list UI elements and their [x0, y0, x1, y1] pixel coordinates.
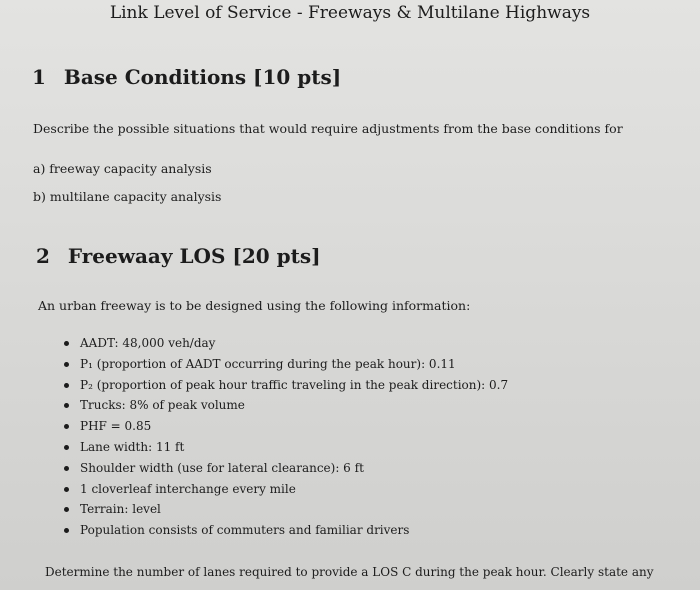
- section-2-number: 2: [36, 244, 50, 268]
- document-title: Link Level of Service - Freeways & Multilane Highways: [109, 3, 591, 23]
- section-2-heading: [36, 243, 321, 269]
- list-item: P₁ (proportion of AADT occurring during the peak hour): 0.11: [64, 354, 508, 375]
- section-1-number: 1: [32, 65, 46, 89]
- list-item: PHF = 0.85: [64, 416, 508, 437]
- section-2-title: Freewaay LOS [20 pts]: [67, 244, 321, 268]
- bullet-icon: [64, 487, 69, 492]
- list-item: Lane width: 11 ft: [64, 437, 508, 458]
- list-item: Trucks: 8% of peak volume: [64, 395, 508, 416]
- list-item: Shoulder width (use for lateral clearance): 6 ft: [64, 458, 508, 479]
- section-1-item-a: a) freeway capacity analysis: [33, 161, 212, 176]
- bullet-icon: [64, 403, 69, 408]
- section-1-prompt: Describe the possible situations that would require adjustments from the base conditions for: [33, 121, 623, 136]
- bullet-icon: [64, 528, 69, 533]
- bullet-icon: [64, 362, 69, 367]
- list-item: Terrain: level: [64, 499, 508, 520]
- section-1-title: Base Conditions [10 pts]: [63, 65, 342, 89]
- list-item: P₂ (proportion of peak hour traffic traveling in the peak direction): 0.7: [64, 375, 508, 396]
- section-2-intro: An urban freeway is to be designed using the following information:: [38, 298, 471, 313]
- list-item: AADT: 48,000 veh/day: [64, 333, 508, 354]
- section-2-question: Determine the number of lanes required to provide a LOS C during the peak hour. Clearly state any: [45, 565, 654, 579]
- section-1-heading: [32, 64, 341, 90]
- bullet-icon: [64, 445, 69, 450]
- list-item: 1 cloverleaf interchange every mile: [64, 479, 508, 500]
- list-item: Population consists of commuters and familiar drivers: [64, 520, 508, 541]
- design-parameters-list: [64, 333, 508, 541]
- bullet-icon: [64, 383, 69, 388]
- bullet-icon: [64, 424, 69, 429]
- section-1-item-b: b) multilane capacity analysis: [33, 189, 222, 204]
- bullet-icon: [64, 507, 69, 512]
- bullet-icon: [64, 466, 69, 471]
- bullet-icon: [64, 341, 69, 346]
